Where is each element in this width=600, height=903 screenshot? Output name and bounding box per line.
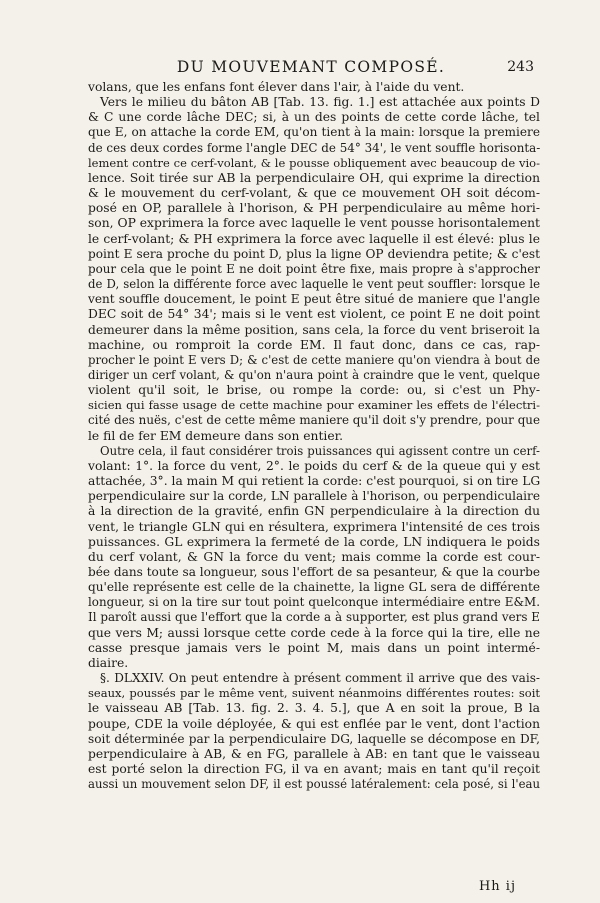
text-line: machine, ou romproit la corde EM. Il faut donc, dans ce cas, rap- (88, 337, 540, 352)
text-line: qu'elle représente est celle de la chainette, la ligne GL sera de différente (88, 580, 540, 595)
text-line: violent qu'il soit, le brise, ou rompe la corde: ou, si c'est un Phy- (88, 383, 540, 398)
text-line: son, OP exprimera la force avec laquelle le vent pousse horisontalement (88, 216, 540, 231)
text-line: poupe, CDE la voile déployée, & qui est enflée par le vent, dont l'action (88, 716, 540, 731)
text-line: posé en OP, parallele à l'horison, & PH perpendiculaire au même hori- (88, 201, 540, 216)
text-line: bée dans toute sa longueur, sous l'effort de sa pesanteur, & que la courbe (88, 565, 540, 579)
text-line: point E sera proche du point D, plus la ligne OP deviendra petite; & c'est (88, 246, 540, 261)
text-line: DEC soit de 54° 34'; mais si le vent est violent, ce point E ne doit point (88, 307, 540, 322)
text-line: perpendiculaire à AB, & en FG, parallele à AB: en tant que le vaisseau (88, 746, 540, 761)
running-head (88, 58, 534, 78)
text-line: casse presque jamais vers le point M, mais dans un point intermé- (88, 640, 540, 655)
text-line: le cerf-volant; & PH exprimera la force avec laquelle il est élevé: plus le (88, 231, 540, 246)
text-line: que vers M; aussi lorsque cette corde cede à la force qui la tire, elle ne (88, 625, 540, 640)
text-line: Il paroît aussi que l'effort que la corde a à supporter, est plus grand vers E (88, 610, 540, 625)
text-line: à la direction de la gravité, enfin GN perpendiculaire à la direction du (88, 504, 540, 519)
text-line: de D, selon la différente force avec laquelle le vent peut souffler: lorsque le (88, 277, 540, 292)
text-line: Vers le milieu du bâton AB [Tab. 13. fig. 1.] est attachée aux points D (100, 95, 540, 110)
text-line: & C une corde lâche DEC; si, à un des points de cette corde lâche, tel (88, 110, 540, 125)
text-line: diriger un cerf volant, & qu'on n'aura point à craindre que le vent, quelque (88, 367, 540, 382)
text-line: vent, le triangle GLN qui en résultera, exprimera l'intensité de ces trois (88, 519, 540, 534)
text-line: puissances. GL exprimera la fermeté de la corde, LN indiquera le poids (88, 534, 540, 549)
text-line: seaux, poussés par le même vent, suivent néanmoins différentes routes: soit (88, 686, 540, 701)
text-line: lence. Soit tirée sur AB la perpendiculaire OH, qui exprime la direction (88, 170, 540, 185)
text-line: diaire. (88, 655, 129, 670)
text-line: volant: 1°. la force du vent, 2°. le poids du cerf & de la queue qui y est (88, 458, 540, 473)
text-line: est porté selon la direction FG, il va en avant; mais en tant qu'il reçoit (88, 762, 540, 777)
text-line: aussi un mouvement selon DF, il est poussé latéralement: cela posé, si l'eau (88, 777, 540, 792)
text-line: pour cela que le point E ne doit point être fixe, mais propre à s'approcher (88, 261, 540, 276)
text-line: attachée, 3°. la main M qui retient la corde: c'est pourquoi, si on tire LG (88, 474, 540, 489)
text-line: du cerf volant, & GN la force du vent; mais comme la corde est cour- (88, 549, 540, 564)
text-line: le vaisseau AB [Tab. 13. fig. 2. 3. 4. 5.], que A en soit la proue, B la (88, 701, 540, 716)
text-line: demeurer dans la même position, sans cela, la force du vent briseroit la (88, 322, 540, 337)
text-line: longueur, si on la tire sur tout point quelconque intermédiaire entre E&M. (88, 595, 540, 610)
text-line: volans, que les enfans font élever dans l'air, à l'aide du vent. (88, 80, 465, 94)
text-line: que E, on attache la corde EM, qu'on tient à la main: lorsque la premiere (88, 125, 540, 140)
text-line: le fil de fer EM demeure dans son entier. (88, 428, 344, 443)
text-line: & le mouvement du cerf-volant, & que ce mouvement OH soit décom- (88, 186, 540, 201)
text-line: vent souffle doucement, le point E peut être situé de maniere que l'angle (88, 292, 540, 307)
text-line: §. DLXXIV. On peut entendre à présent comment il arrive que des vais- (100, 671, 540, 686)
text-line: lement contre ce cerf-volant, & le pousse obliquement avec beaucoup de vio- (88, 155, 540, 170)
text-line: de ces deux cordes forme l'angle DEC de 54° 34', le vent souffle horisonta- (88, 140, 540, 155)
text-line: procher le point E vers D; & c'est de cette maniere qu'on viendra à bout de (88, 352, 540, 367)
running-title: DU MOUVEMANT COMPOSÉ. (176, 58, 446, 76)
text-line: soit déterminée par la perpendiculaire DG, laquelle se décompose en DF, (88, 731, 540, 746)
text-line: perpendiculaire sur la corde, LN parallele à l'horison, ou perpendiculaire (88, 489, 540, 504)
text-line: sicien qui fasse usage de cette machine pour examiner les effets de l'électri- (88, 398, 540, 413)
page-number: 243 (507, 59, 534, 75)
text-line: cité des nuës, c'est de cette même maniere qu'il doit s'y prendre, pour que (88, 413, 540, 428)
text-line: Outre cela, il faut considérer trois puissances qui agissent contre un cerf- (100, 443, 540, 458)
signature-mark: Hh ij (478, 879, 516, 894)
text-body (88, 80, 540, 792)
